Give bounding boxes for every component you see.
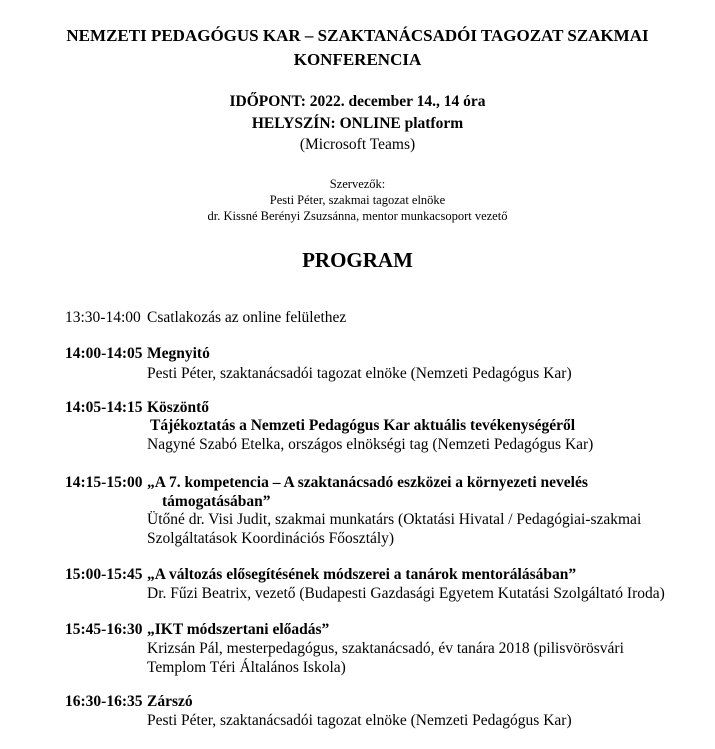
program-item-speaker: Ütőné dr. Visi Judit, szakmai munkatárs (Oktatási Hivatal / Pedagógiai-szakmai — [147, 511, 642, 528]
document-title-line-1: NEMZETI PEDAGÓGUS KAR – SZAKTANÁCSADÓI TAGOZAT SZAKMAI — [66, 26, 649, 45]
program-item-title: Csatlakozás az online felülethez — [147, 309, 347, 326]
program-item — [0, 344, 715, 384]
program-item-speaker: Nagyné Szabó Etelka, országos elnökségi tag (Nemzeti Pedagógus Kar) — [147, 436, 594, 453]
organizer-1: Pesti Péter, szakmai tagozat elnöke — [269, 193, 446, 207]
program-item — [0, 398, 715, 458]
program-item-time: 14:15-15:00 — [65, 474, 143, 491]
program-item — [0, 620, 715, 680]
program-item-subtitle: Tájékoztatás a Nemzeti Pedagógus Kar aktuális tevékenységéről — [150, 417, 576, 434]
program-item-time: 15:45-16:30 — [65, 621, 143, 638]
event-venue: HELYSZÍN: ONLINE platform — [251, 115, 464, 132]
event-venue-detail: (Microsoft Teams) — [299, 136, 416, 153]
program-item-speaker: Dr. Fűzi Beatrix, vezető (Budapesti Gazdasági Egyetem Kutatási Szolgáltató Iroda) — [147, 585, 665, 602]
program-item-title: „IKT módszertani előadás” — [147, 621, 330, 638]
program-item-title: „A 7. kompetencia – A szaktanácsadó eszközei a környezeti nevelés — [147, 474, 588, 491]
program-item-time: 13:30-14:00 — [65, 309, 141, 326]
program-heading: PROGRAM — [302, 248, 413, 272]
program-item-speaker-continued: Templom Téri Általános Iskola) — [147, 659, 346, 676]
document-title-line-2: KONFERENCIA — [293, 50, 422, 69]
program-item-speaker-continued: Szolgáltatások Koordinációs Főosztály) — [147, 530, 395, 547]
program-item — [0, 565, 715, 605]
program-item-title: Zárszó — [147, 693, 193, 710]
program-item-speaker: Krizsán Pál, mesterpedagógus, szaktanácsadó, év tanára 2018 (pilisvörösvári — [147, 640, 624, 657]
program-item-time: 16:30-16:35 — [65, 693, 143, 710]
program-item-speaker: Pesti Péter, szaktanácsadói tagozat elnöke (Nemzeti Pedagógus Kar) — [147, 365, 572, 382]
program-item-speaker: Pesti Péter, szaktanácsadói tagozat elnöke (Nemzeti Pedagógus Kar) — [147, 712, 572, 729]
program-item-title: Köszöntő — [147, 399, 209, 416]
event-date: IDŐPONT: 2022. december 14., 14 óra — [229, 93, 486, 110]
program-item — [0, 308, 715, 328]
program-item-time: 14:00-14:05 — [65, 345, 143, 362]
program-item-title: Megnyitó — [147, 345, 210, 362]
program-item-title: „A változás elősegítésének módszerei a tanárok mentorálásában” — [147, 566, 577, 583]
program-item-time: 14:05-14:15 — [65, 399, 143, 416]
program-item-time: 15:00-15:45 — [65, 566, 143, 583]
program-item — [0, 692, 715, 732]
program-item-title-continued: támogatásában” — [162, 493, 271, 510]
program-item — [0, 473, 715, 553]
organizers-label: Szervezők: — [329, 177, 386, 191]
organizer-2: dr. Kissné Berényi Zsuzsánna, mentor munkacsoport vezető — [207, 209, 508, 223]
